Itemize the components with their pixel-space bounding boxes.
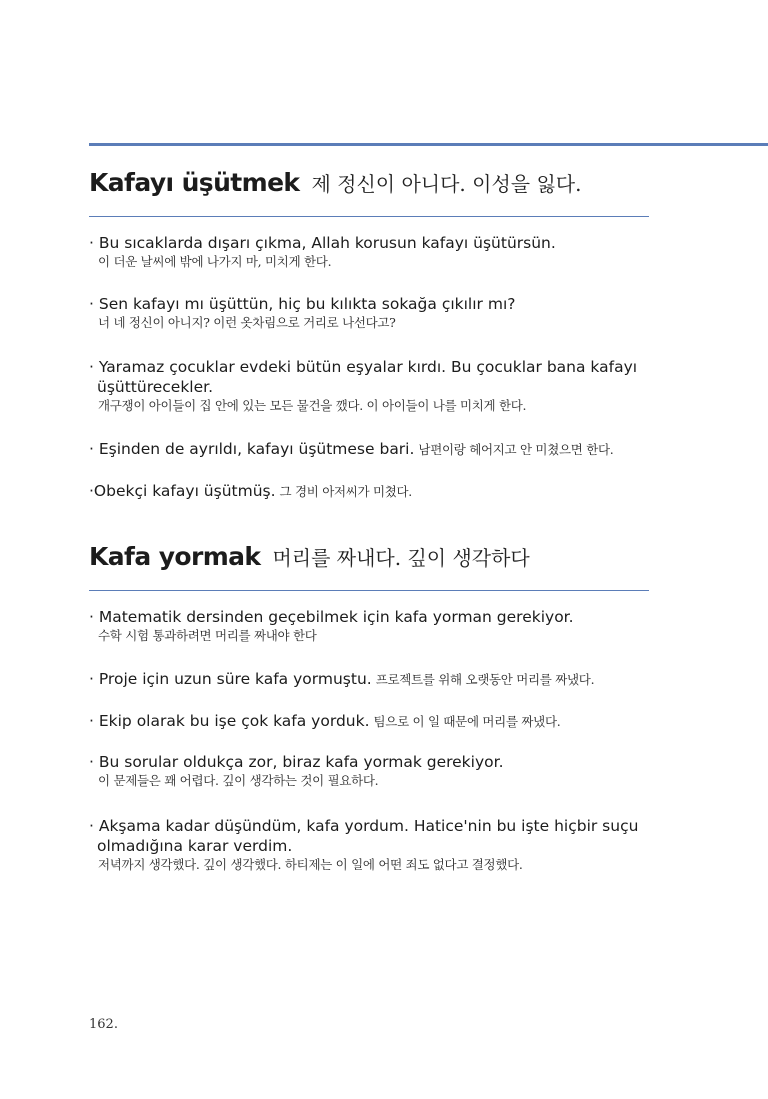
example-item: [89, 439, 649, 460]
example-item: [89, 481, 649, 502]
section-kafa-yormak: [89, 542, 649, 872]
example-turkish: ·Obekçi kafayı üşütmüş.: [89, 482, 276, 500]
example-korean: 그 경비 아저씨가 미쳤다.: [279, 484, 412, 499]
example-korean: 너 네 정신이 아니지? 이런 옷차림으로 거리로 나선다고?: [98, 315, 396, 330]
section-title: Kafayı üşütmek: [89, 168, 300, 197]
example-korean: 팀으로 이 일 때문에 머리를 짜냈다.: [373, 714, 561, 729]
section-heading: [89, 168, 649, 204]
example-turkish: · Akşama kadar düşündüm, kafa yordum. Hatice'nin bu işte hiçbir suçu: [89, 817, 639, 835]
example-turkish: · Yaramaz çocuklar evdeki bütün eşyalar kırdı. Bu çocuklar bana kafayı: [89, 358, 638, 376]
example-item: [89, 752, 649, 790]
example-turkish: · Bu sıcaklarda dışarı çıkma, Allah korusun kafayı üşütürsün.: [89, 234, 556, 252]
example-turkish: · Sen kafayı mı üşüttün, hiç bu kılıkta sokağa çıkılır mı?: [89, 295, 516, 313]
example-turkish: · Ekip olarak bu işe çok kafa yorduk.: [89, 712, 370, 730]
example-item: [89, 816, 649, 874]
section-meaning: 머리를 짜내다. 깊이 생각하다: [272, 546, 530, 570]
example-korean: 수학 시험 통과하려면 머리를 짜내야 한다: [98, 628, 317, 643]
example-item: [89, 669, 649, 690]
example-korean: 저녁까지 생각했다. 깊이 생각했다. 하티제는 이 일에 어떤 죄도 없다고 결정했다.: [98, 857, 523, 872]
example-turkish: · Proje için uzun süre kafa yormuştu.: [89, 670, 372, 688]
example-turkish: · Bu sorular oldukça zor, biraz kafa yormak gerekiyor.: [89, 753, 504, 771]
section-heading: [89, 542, 649, 578]
example-korean: 이 문제들은 꽤 어렵다. 깊이 생각하는 것이 필요하다.: [98, 773, 379, 788]
section-meaning: 제 정신이 아니다. 이성을 잃다.: [311, 172, 582, 196]
section-title: Kafa yormak: [89, 542, 261, 571]
heading-divider: [89, 590, 649, 591]
example-korean: 프로젝트를 위해 오랫동안 머리를 짜냈다.: [375, 672, 595, 687]
example-item: [89, 233, 649, 271]
example-korean: 이 더운 날씨에 밖에 나가지 마, 미치게 한다.: [98, 254, 332, 269]
example-turkish-continued: üşüttürecekler.: [97, 378, 214, 396]
page-number: 162.: [89, 1017, 118, 1032]
heading-divider: [89, 216, 649, 217]
example-korean: 남편이랑 헤어지고 안 미쳤으면 한다.: [418, 442, 614, 457]
example-item: [89, 711, 649, 732]
example-turkish-continued: olmadığına karar verdim.: [97, 837, 293, 855]
example-turkish: · Eşinden de ayrıldı, kafayı üşütmese bari.: [89, 440, 415, 458]
example-turkish: · Matematik dersinden geçebilmek için kafa yorman gerekiyor.: [89, 608, 574, 626]
example-item: [89, 607, 649, 645]
section-kafayi-usutmek: [89, 168, 649, 500]
example-item: [89, 357, 649, 415]
example-korean: 개구쟁이 아이들이 집 안에 있는 모든 물건을 깼다. 이 아이들이 나를 미치게 한다.: [98, 398, 527, 413]
top-rule: [89, 143, 768, 146]
example-item: [89, 294, 649, 332]
